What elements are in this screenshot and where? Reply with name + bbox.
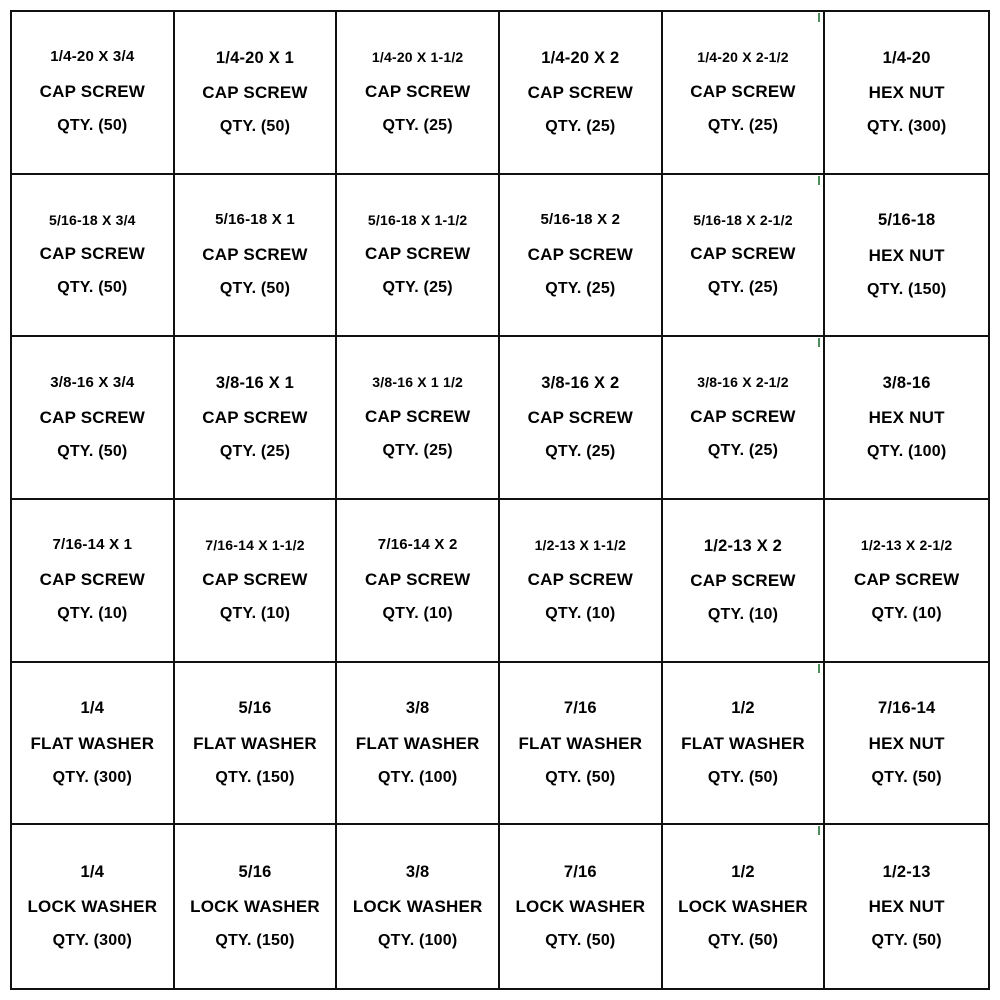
label-cell bbox=[12, 337, 175, 500]
label-cell bbox=[663, 12, 826, 175]
fastener-quantity: QTY. (25) bbox=[545, 279, 616, 297]
fastener-size: 1/4-20 X 3/4 bbox=[50, 48, 135, 66]
label-cell bbox=[175, 337, 338, 500]
fastener-type: CAP SCREW bbox=[690, 81, 796, 101]
label-cell bbox=[12, 500, 175, 663]
label-cell bbox=[337, 337, 500, 500]
fastener-quantity: QTY. (50) bbox=[871, 768, 942, 786]
fastener-type: LOCK WASHER bbox=[352, 897, 483, 917]
label-cell bbox=[175, 500, 338, 663]
fastener-type: CAP SCREW bbox=[364, 570, 471, 590]
label-cell bbox=[12, 12, 175, 175]
label-cell bbox=[12, 175, 175, 338]
fastener-quantity: QTY. (10) bbox=[57, 605, 128, 623]
fastener-type: FLAT WASHER bbox=[355, 733, 480, 753]
label-cell bbox=[825, 12, 988, 175]
fastener-quantity: QTY. (300) bbox=[52, 932, 132, 950]
fastener-size: 7/16-14 X 1 bbox=[52, 536, 133, 554]
label-cell bbox=[12, 825, 175, 988]
fastener-size: 3/8-16 X 2-1/2 bbox=[697, 374, 789, 391]
fastener-size: 1/2-13 X 2-1/2 bbox=[860, 537, 953, 554]
fastener-quantity: QTY. (25) bbox=[382, 279, 453, 297]
fastener-quantity: QTY. (10) bbox=[871, 604, 942, 622]
label-cell bbox=[500, 175, 663, 338]
registration-tick-icon bbox=[818, 13, 820, 22]
fastener-type: CAP SCREW bbox=[364, 81, 471, 101]
fastener-quantity: QTY. (10) bbox=[545, 604, 616, 622]
registration-tick-icon bbox=[818, 826, 820, 835]
fastener-quantity: QTY. (100) bbox=[377, 932, 458, 950]
label-cell bbox=[175, 825, 338, 988]
fastener-quantity: QTY. (25) bbox=[707, 279, 779, 297]
fastener-type: LOCK WASHER bbox=[27, 897, 158, 917]
fastener-size: 3/8 bbox=[405, 699, 430, 718]
label-cell bbox=[663, 337, 826, 500]
fastener-size: 5/16-18 X 3/4 bbox=[48, 211, 136, 228]
fastener-size: 5/16-18 X 2 bbox=[540, 211, 621, 229]
fastener-size: 1/2 bbox=[731, 699, 755, 718]
fastener-size: 5/16-18 X 2-1/2 bbox=[693, 211, 793, 228]
label-cell bbox=[500, 825, 663, 988]
label-cell bbox=[337, 175, 500, 338]
label-cell bbox=[337, 12, 500, 175]
fastener-type: FLAT WASHER bbox=[30, 733, 155, 753]
label-cell bbox=[825, 663, 988, 826]
fastener-type: HEX NUT bbox=[868, 83, 945, 103]
fastener-size: 1/2-13 bbox=[882, 862, 931, 881]
fastener-type: CAP SCREW bbox=[527, 83, 634, 103]
fastener-quantity: QTY. (25) bbox=[382, 116, 453, 134]
fastener-size: 1/2 bbox=[731, 862, 755, 881]
fastener-quantity: QTY. (50) bbox=[871, 932, 942, 950]
fastener-type: CAP SCREW bbox=[527, 408, 634, 428]
fastener-quantity: QTY. (25) bbox=[219, 443, 291, 461]
fastener-size: 3/8-16 X 2 bbox=[541, 373, 620, 392]
fastener-type: LOCK WASHER bbox=[515, 897, 646, 917]
fastener-quantity: QTY. (10) bbox=[707, 606, 779, 624]
fastener-size: 1/4 bbox=[80, 862, 105, 881]
fastener-type: CAP SCREW bbox=[527, 569, 634, 589]
fastener-size: 3/8-16 X 3/4 bbox=[50, 373, 135, 391]
label-cell bbox=[825, 337, 988, 500]
fastener-type: CAP SCREW bbox=[690, 244, 796, 264]
label-cell bbox=[663, 825, 826, 988]
fastener-quantity: QTY. (25) bbox=[707, 116, 779, 134]
fastener-quantity: QTY. (50) bbox=[57, 442, 128, 460]
fastener-type: HEX NUT bbox=[868, 408, 945, 428]
label-cell bbox=[337, 500, 500, 663]
fastener-size: 1/4 bbox=[80, 699, 105, 718]
fastener-quantity: QTY. (50) bbox=[219, 279, 291, 297]
fastener-type: FLAT WASHER bbox=[193, 733, 317, 753]
label-cell bbox=[825, 175, 988, 338]
fastener-quantity: QTY. (50) bbox=[707, 768, 779, 786]
fastener-size: 5/16-18 X 1-1/2 bbox=[367, 211, 468, 228]
fastener-quantity: QTY. (300) bbox=[52, 768, 132, 786]
fastener-type: FLAT WASHER bbox=[681, 733, 805, 753]
fastener-type: HEX NUT bbox=[868, 733, 945, 753]
label-cell bbox=[12, 663, 175, 826]
label-cell bbox=[663, 663, 826, 826]
fastener-quantity: QTY. (50) bbox=[57, 117, 128, 135]
label-cell bbox=[825, 500, 988, 663]
fastener-type: CAP SCREW bbox=[39, 82, 146, 102]
label-cell bbox=[175, 663, 338, 826]
label-cell bbox=[337, 663, 500, 826]
fastener-size: 5/16-18 bbox=[877, 211, 936, 230]
fastener-quantity: QTY. (25) bbox=[707, 442, 779, 460]
fastener-size: 7/16-14 X 1-1/2 bbox=[205, 537, 305, 554]
fastener-type: CAP SCREW bbox=[39, 244, 146, 264]
fastener-size: 7/16-14 X 2 bbox=[377, 536, 458, 554]
label-cell bbox=[500, 500, 663, 663]
fastener-size: 3/8 bbox=[405, 862, 430, 881]
fastener-quantity: QTY. (25) bbox=[545, 443, 616, 461]
fastener-quantity: QTY. (50) bbox=[545, 768, 616, 786]
fastener-type: CAP SCREW bbox=[39, 570, 146, 590]
fastener-size: 5/16-18 X 1 bbox=[215, 211, 295, 229]
fastener-size: 1/4-20 X 1-1/2 bbox=[371, 49, 464, 66]
fastener-type: HEX NUT bbox=[868, 897, 945, 917]
fastener-type: CAP SCREW bbox=[202, 569, 308, 589]
label-cell bbox=[175, 175, 338, 338]
registration-tick-icon bbox=[818, 176, 820, 185]
label-cell bbox=[337, 825, 500, 988]
label-cell bbox=[500, 663, 663, 826]
fastener-type: CAP SCREW bbox=[690, 407, 796, 427]
fastener-size: 7/16 bbox=[563, 699, 597, 718]
fastener-size: 5/16 bbox=[238, 862, 272, 881]
fastener-label-grid bbox=[10, 10, 990, 990]
fastener-size: 1/2-13 X 1-1/2 bbox=[534, 537, 627, 554]
fastener-size: 3/8-16 bbox=[882, 373, 931, 392]
fastener-size: 3/8-16 X 1 1/2 bbox=[372, 374, 464, 391]
fastener-size: 1/4-20 bbox=[882, 48, 931, 67]
fastener-type: HEX NUT bbox=[868, 245, 945, 265]
fastener-quantity: QTY. (25) bbox=[382, 442, 453, 460]
fastener-type: CAP SCREW bbox=[202, 408, 308, 428]
fastener-quantity: QTY. (25) bbox=[545, 118, 616, 136]
fastener-size: 5/16 bbox=[238, 699, 272, 718]
label-cell bbox=[175, 12, 338, 175]
fastener-quantity: QTY. (50) bbox=[545, 932, 616, 950]
fastener-type: CAP SCREW bbox=[853, 569, 960, 589]
fastener-size: 1/4-20 X 1 bbox=[215, 48, 295, 67]
fastener-quantity: QTY. (150) bbox=[215, 768, 295, 786]
fastener-quantity: QTY. (150) bbox=[866, 280, 947, 298]
fastener-quantity: QTY. (10) bbox=[382, 605, 453, 623]
label-cell bbox=[663, 500, 826, 663]
fastener-quantity: QTY. (50) bbox=[219, 118, 291, 136]
label-cell bbox=[500, 12, 663, 175]
label-cell bbox=[500, 337, 663, 500]
registration-tick-icon bbox=[818, 338, 820, 347]
fastener-size: 3/8-16 X 1 bbox=[215, 373, 295, 392]
fastener-type: CAP SCREW bbox=[202, 83, 308, 103]
fastener-quantity: QTY. (100) bbox=[866, 443, 947, 461]
fastener-quantity: QTY. (100) bbox=[377, 768, 458, 786]
fastener-type: CAP SCREW bbox=[364, 244, 471, 264]
fastener-type: CAP SCREW bbox=[364, 407, 471, 427]
fastener-type: CAP SCREW bbox=[39, 407, 146, 427]
fastener-type: CAP SCREW bbox=[202, 244, 308, 264]
fastener-size: 7/16-14 bbox=[877, 699, 936, 718]
fastener-type: CAP SCREW bbox=[690, 571, 796, 591]
fastener-size: 1/2-13 X 2 bbox=[703, 536, 783, 555]
label-cell bbox=[663, 175, 826, 338]
fastener-quantity: QTY. (300) bbox=[866, 118, 947, 136]
fastener-quantity: QTY. (10) bbox=[219, 604, 291, 622]
fastener-type: CAP SCREW bbox=[527, 244, 634, 264]
fastener-quantity: QTY. (50) bbox=[57, 279, 128, 297]
fastener-type: FLAT WASHER bbox=[518, 733, 643, 753]
fastener-size: 1/4-20 X 2-1/2 bbox=[697, 49, 789, 66]
fastener-type: LOCK WASHER bbox=[678, 897, 808, 917]
fastener-size: 1/4-20 X 2 bbox=[541, 48, 620, 67]
fastener-type: LOCK WASHER bbox=[190, 897, 320, 917]
label-cell bbox=[825, 825, 988, 988]
fastener-size: 7/16 bbox=[563, 862, 597, 881]
fastener-quantity: QTY. (50) bbox=[707, 932, 779, 950]
registration-tick-icon bbox=[818, 664, 820, 673]
fastener-quantity: QTY. (150) bbox=[215, 932, 295, 950]
